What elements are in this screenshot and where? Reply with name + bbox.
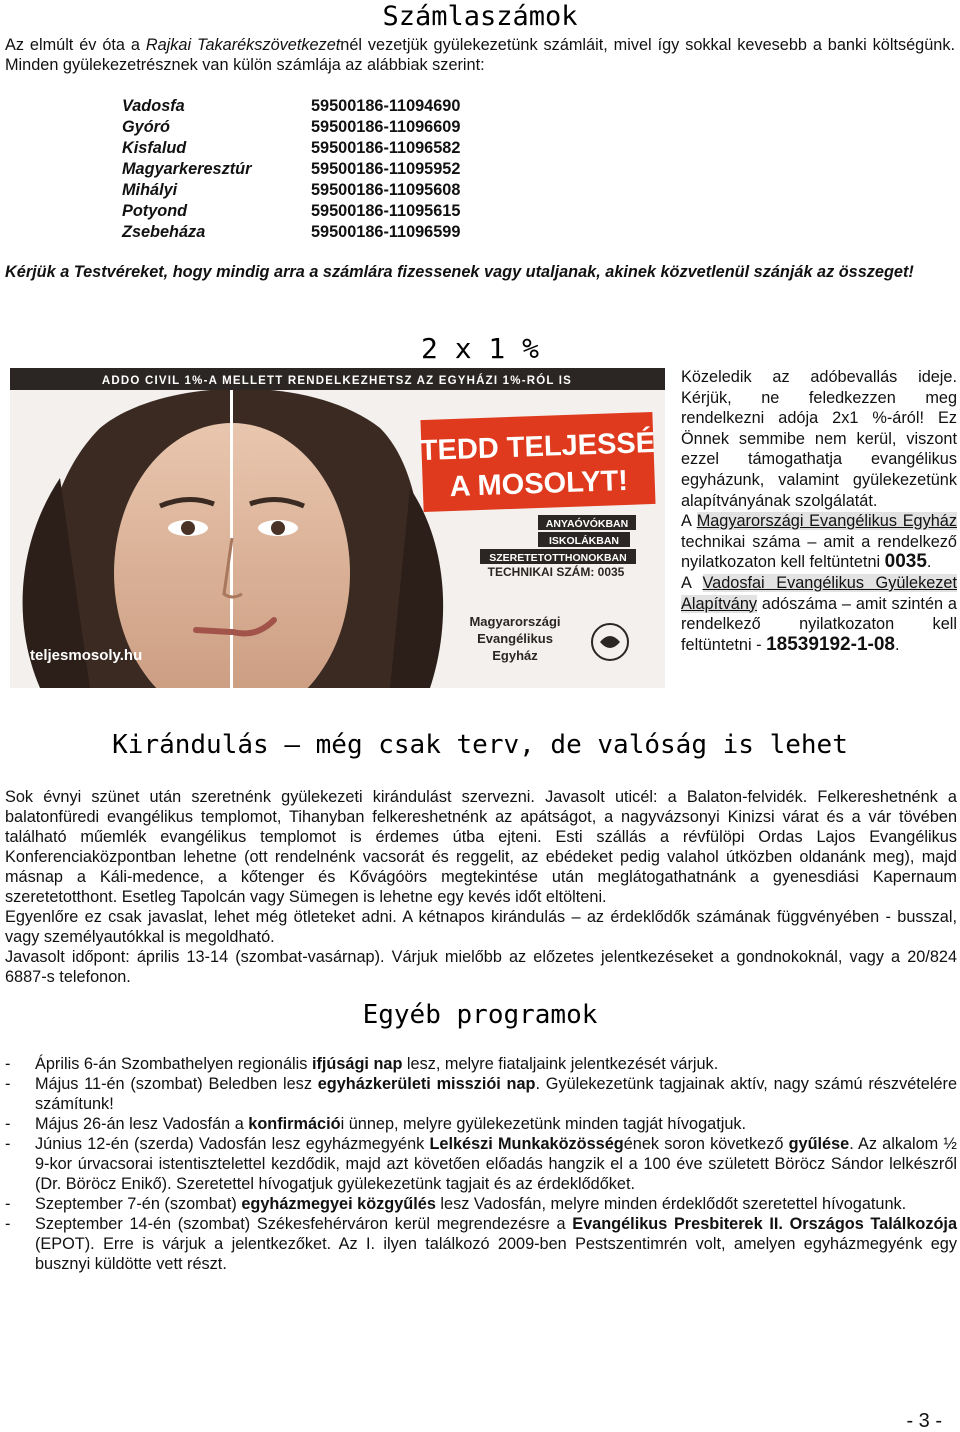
account-number: 59500186-11095608 [311,181,461,199]
tax-text-column [681,367,957,655]
list-item: - Szeptember 7-én (szombat) egyházmegyei közgyűlés lesz Vadosfán, melyre minden érdeklődőt szeretettel hívogatunk. [5,1195,907,1213]
account-number: 59500186-11094690 [311,97,461,115]
poster-church-line3: Egyház [492,648,538,663]
poster-tag-3: SZERETETOTTHONOKBAN [489,552,627,564]
account-village: Magyarkeresztúr [122,160,252,178]
list-dash: - [5,1215,11,1233]
list-item: - Június 12-én (szerda) Vadosfán lesz egyházmegyénk Lelkészi Munkaközösségének soron következő gyűlése. Az alkalom ½ 9-kor úrvacsorai istentisztelettel kezdődik, majd azt követően előadás hangzik el a 100 éve született Böröcz Sándor lelkészről (Dr. Böröcz Enikő). Szeretettel hívogatjuk gyülekezetünk tagjait és az érdeklődőket. [5,1135,957,1193]
tax-id-number: 18539192-1-08 [766,633,895,655]
account-row [122,96,460,117]
account-number: 59500186-11096582 [311,139,461,157]
poster-tag-1: ANYAÓVÓKBAN [545,518,629,530]
list-item: - Április 6-án Szombathelyen regionális ifjúsági nap lesz, melyre fiataljaink jelentkezését várjuk. [5,1055,719,1073]
trip-text [5,787,957,987]
list-item: - Május 26-án lesz Vadosfán a konfirmációi ünnep, melyre gyülekezetünk minden tagját hívogatjuk. [5,1115,747,1133]
account-village: Potyond [122,202,188,220]
left-iris [181,521,195,535]
account-village: Vadosfa [122,97,185,115]
account-number: 59500186-11095615 [311,202,461,220]
intro-text-end: nél vezetjük gyülekezetünk számláit, mivel így sokkal kevesebb a banki költségünk. Minden gyülekezetrésznek van külön számlája az alábbiak szerint: [5,36,955,74]
poster-church-line1: Magyarországi [469,614,561,629]
trip-paragraph-2: Egyenlőre ez csak javaslat, lehet még ötleteket adni. A kétnapos kirándulás – az érdeklődők számának függvényében - busszal, vagy személyautókkal is megoldható. [5,908,957,946]
account-number: 59500186-11095952 [311,160,461,178]
programs-title: Egyéb programok [362,1000,598,1030]
list-dash: - [5,1055,11,1073]
list-item: - Május 11-én (szombat) Beledben lesz egyházkerületi missziói nap. Gyülekezetünk tagjainak aktív, nagy számú részvételére számítunk! [5,1075,957,1113]
headline-line1: TEDD TELJESSÉ [419,426,656,468]
account-row [122,180,460,201]
trip-paragraph-3: Javasolt időpont: április 13-14 (szombat-vasárnap). Várjuk mielőbb az előzetes jelentkezéseket a gondnokoknál, vagy a 20/824 6887-s telefonon. [5,948,957,986]
account-row [122,159,460,180]
account-row [122,201,460,222]
tax-section-title: 2 x 1 % [420,332,539,365]
account-village: Gyóró [122,118,170,136]
list-dash: - [5,1135,11,1153]
church-link[interactable]: Magyarországi Evangélikus Egyház [696,512,957,531]
account-village: Zsebeháza [122,223,206,241]
account-number: 59500186-11096599 [311,223,461,241]
account-village: Kisfalud [122,139,187,157]
account-table [122,96,460,243]
trip-title: Kirándulás – még csak terv, de valóság is lehet [112,730,848,760]
right-iris [271,521,285,535]
list-dash: - [5,1115,11,1133]
accounts-title: Számlaszámok [382,1,578,32]
list-dash: - [5,1075,11,1093]
mouth-flat [196,630,231,632]
poster-church-line2: Evangélikus [477,631,553,646]
poster-graphic [10,368,665,688]
poster-tech-number: TECHNIKAI SZÁM: 0035 [487,565,625,579]
poster-website: teljesmosoly.hu [30,647,143,664]
tax-paragraph-1: Közeledik az adóbevallás ideje. Kérjük, ne feledkezzen meg rendelkezni adója 2x1 %-áról! Ez Önnek semmibe nem kerül, viszont ezzel támogathatja evangélikus egyházunk, valamint gyülekezetünk alapítványának szolgálatát. [681,368,957,510]
account-row [122,117,460,138]
poster-banner-text: ADDO CIVIL 1%-A MELLETT RENDELKEZHETSZ AZ EGYHÁZI 1%-RÓL IS [101,375,573,387]
technical-number: 0035 [884,551,927,573]
campaign-poster [10,368,665,688]
tax-paragraph-3: A Vadosfai Evangélikus Gyülekezet Alapítvány adószáma – amit szintén a rendelkező nyilatkozaton kell feltüntetni - 18539192-1-08. [681,573,958,655]
headline-line2: A MOSOLYT! [449,464,629,504]
foundation-link[interactable]: Vadosfai Evangélikus Gyülekezet Alapítvány [681,573,958,613]
list-item: - Szeptember 14-én (szombat) Székesfehérváron kerül megrendezésre a Evangélikus Presbiterek II. Országos Találkozója (EPOT). Erre is várjuk a jelentkezőket. Az I. ilyen találkozó 2009-ben Pestszentimrén volt, amelyen egyházmegyénk egy busznyi küldötte vett részt. [5,1215,957,1273]
intro-text-start: Az elmúlt év óta a [5,36,146,54]
account-row [122,138,460,159]
account-number: 59500186-11096609 [311,118,461,136]
account-row [122,222,460,243]
tax-paragraph-2: A Magyarországi Evangélikus Egyház technikai száma – amit a rendelkező nyilatkozaton kell feltüntetni 0035. [681,512,957,573]
poster-tag-2: ISKOLÁKBAN [549,535,619,547]
trip-paragraph-1: Sok évnyi szünet után szeretnénk gyülekezeti kirándulást szervezni. Javasolt uticél: a Balaton-felvidék. Felkereshetnénk a balatonfüredi evangélikus templomot, Tihanyban felkereshetnénk az apátságot, a nagyvázsonyi Kinizsi várat és a vár tövében található műemlék evangélikus templomot is érdemes útba ejteni. Esti szállás a révfülöpi Ordas Lajos Evangélikus Konferenciaközpontban lehetne (ott rendelnénk vacsorát és reggelit, az ebédeket pedig valahol útközben oldanánk meg), majd másnap a Káli-medence, a kőtenger és Kővágóörs megtekintése után meglátogathatnánk a gyenesdiási Kapernaum szeretetotthont. Esetleg Tapolcán vagy Sümegen is lehetne egy kevés időt eltölteni. [5,788,957,906]
list-dash: - [5,1195,11,1213]
account-village: Mihályi [122,181,178,199]
accounts-intro [5,35,955,75]
bank-name: Rajkai Takarékszövetkezet [145,36,341,54]
page-number: - 3 - [906,1410,942,1432]
program-list [5,1054,957,1274]
payment-request: Kérjük a Testvéreket, hogy mindig arra a számlára fizessenek vagy utaljanak, akinek közvetlenül szánják az összeget! [5,263,914,281]
